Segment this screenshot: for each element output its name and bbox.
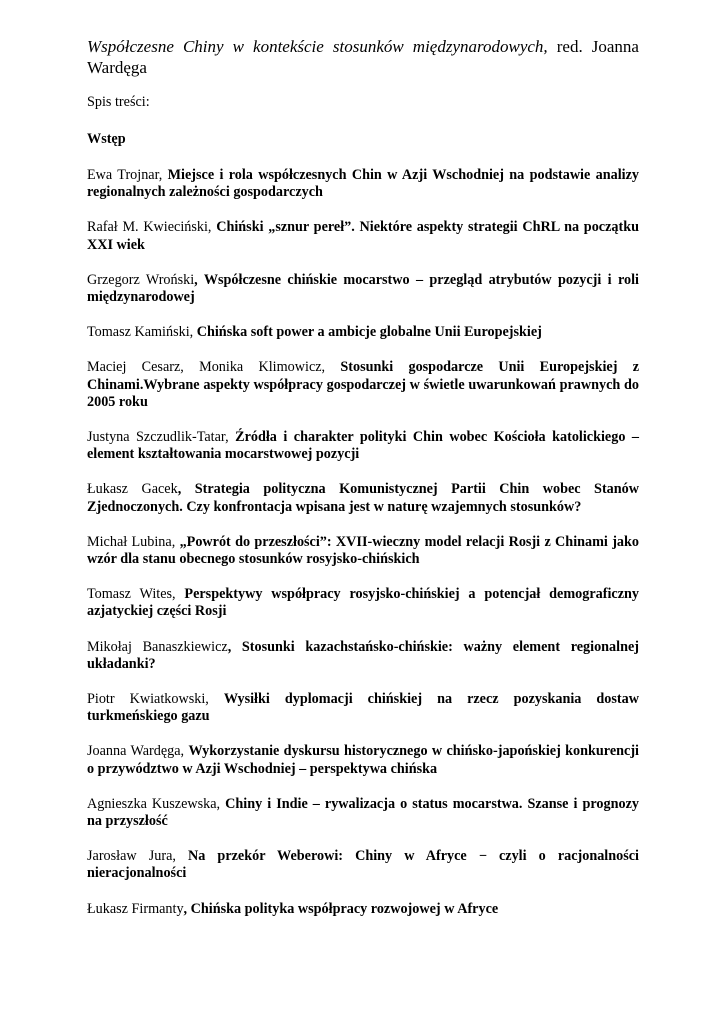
toc-entry [87, 796, 639, 830]
book-editor: red. Joanna Wardęga [87, 37, 639, 77]
toc-entry [87, 359, 639, 411]
toc-entry [87, 639, 639, 673]
toc-entry [87, 586, 639, 620]
entry-author: Piotr Kwiatkowski, [87, 691, 224, 708]
entry-title: Stosunki gospodarcze Unii Europejskiej z Chinami.Wybrane aspekty współpracy gospodarczej w świetle uwarunkowań prawnych do 2005 roku [87, 359, 639, 410]
entry-title: „Powrót do przeszłości”: XVII-wieczny model relacji Rosji z Chinami jako wzór dla stanu obecnego stosunków rosyjsko-chińskich [87, 533, 639, 568]
toc-entry [87, 429, 639, 463]
toc-entry [87, 691, 639, 725]
toc-entry [87, 901, 639, 918]
toc-entry [87, 534, 639, 568]
toc-list [87, 167, 639, 918]
entry-title: Chiński „sznur pereł”. Niektóre aspekty strategii ChRL na początku XXI wiek [87, 219, 639, 253]
entry-title: Chiny i Indie – rywalizacja o status mocarstwa. Szanse i prognozy na przyszłość [87, 795, 639, 830]
entry-title: Źródła i charakter polityki Chin wobec Kościoła katolickiego – element kształtowania mocarstwowej pozycji [87, 429, 639, 463]
toc-entry [87, 481, 639, 515]
toc-entry [87, 324, 639, 341]
book-title: Współczesne Chiny w kontekście stosunków międzynarodowych, [87, 37, 548, 56]
entry-title: Chińska soft power a ambicje globalne Unii Europejskiej [196, 324, 542, 341]
entry-author: Grzegorz Wroński [87, 271, 195, 288]
toc-label: Spis treści: [87, 94, 150, 110]
entry-author: Tomasz Kamiński, [87, 324, 197, 341]
entry-author: Agnieszka Kuszewska, [87, 795, 226, 812]
book-header [87, 36, 639, 78]
entry-author: Joanna Wardęga, [87, 743, 189, 760]
entry-title: , Stosunki kazachstańsko-chińskie: ważny element regionalnej układanki? [87, 638, 640, 672]
entry-title: Wykorzystanie dyskursu historycznego w chińsko-japońskiej konkurencji o przywództwo w Azji Wschodniej – perspektywa chińska [87, 743, 639, 777]
entry-title: , Współczesne chińskie mocarstwo – przegląd atrybutów pozycji i roli międzynarodowej [87, 271, 639, 306]
toc-entry [87, 272, 639, 306]
entry-author: Rafał M. Kwieciński, [87, 219, 217, 236]
entry-title: , Chińska polityka współpracy rozwojowej w Afryce [183, 900, 499, 917]
entry-author: Maciej Cesarz, Monika Klimowicz, [87, 359, 341, 376]
entry-author: Łukasz Firmanty [87, 900, 184, 917]
toc-entry [87, 743, 639, 777]
toc-entry [87, 219, 639, 253]
entry-author: Ewa Trojnar, [87, 167, 168, 183]
entry-author: Justyna Szczudlik-Tatar, [87, 429, 236, 446]
document-page [87, 36, 639, 936]
entry-author: Mikołaj Banaszkiewicz [87, 638, 228, 655]
toc-entry [87, 848, 639, 882]
entry-title: , Strategia polityczna Komunistycznej Partii Chin wobec Stanów Zjednoczonych. Czy konfrontacja wpisana jest w naturę wzajemnych stosunków? [87, 481, 640, 515]
entry-author: Michał Lubina, [87, 533, 180, 550]
entry-title: Na przekór Weberowi: Chiny w Afryce − czyli o racjonalności nieracjonalności [87, 848, 639, 882]
toc-entry [87, 167, 639, 201]
entry-title: Wysiłki dyplomacji chińskiej na rzecz pozyskania dostaw turkmeńskiego gazu [87, 691, 639, 725]
entry-title: Miejsce i rola współczesnych Chin w Azji Wschodniej na podstawie analizy regionalnych zależności gospodarczych [87, 167, 639, 201]
entry-title: Perspektywy współpracy rosyjsko-chińskiej a potencjał demograficzny azjatyckiej części Rosji [87, 586, 639, 620]
entry-author: Łukasz Gacek [87, 481, 178, 498]
entry-author: Jarosław Jura, [87, 848, 188, 865]
toc-intro: Wstęp [87, 131, 126, 147]
entry-author: Tomasz Wites, [87, 586, 185, 603]
